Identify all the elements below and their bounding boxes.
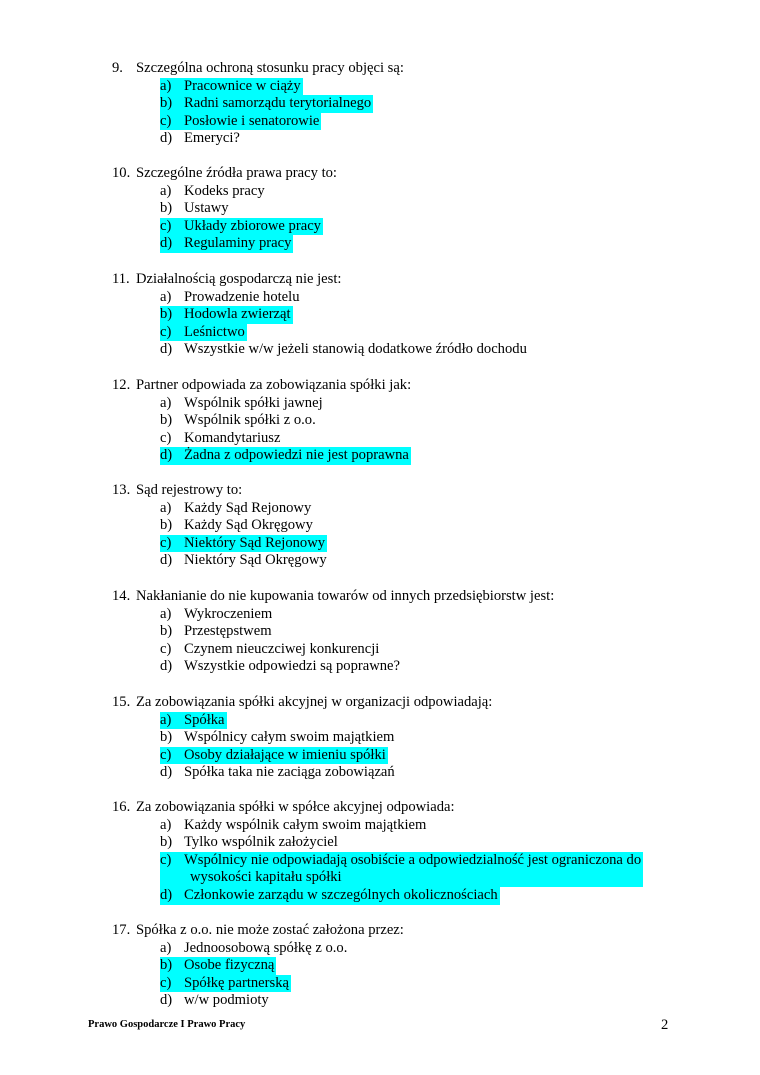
question-16 xyxy=(112,799,712,905)
answer-option: d) w/w podmioty xyxy=(160,992,269,1009)
answer-option: c) Posłowie i senatorowie xyxy=(160,112,320,129)
answer-option: c) Wspólnicy nie odpowiadają osobiście a odpowiedzialność jest ograniczona do wysokości kapitału spółki xyxy=(160,851,642,886)
question-text: 13. Sąd rejestrowy to: xyxy=(112,482,243,498)
question-text: 14. Nakłanianie do nie kupowania towarów od innych przedsiębiorstw jest: xyxy=(112,588,555,604)
question-text: 11. Działalnością gospodarczą nie jest: xyxy=(112,271,342,287)
question-text: 9. Szczególna ochroną stosunku pracy objęci są: xyxy=(112,60,404,76)
answer-option: d) Regulaminy pracy xyxy=(160,235,292,252)
answer-option: a) Pracownice w ciąży xyxy=(160,77,301,94)
question-text: 10. Szczególne źródła prawa pracy to: xyxy=(112,165,337,181)
answer-option: c) Leśnictwo xyxy=(160,323,245,340)
answer-option: d) Żadna z odpowiedzi nie jest poprawna xyxy=(160,447,409,464)
answer-option: b) Wspólnicy całym swoim majątkiem xyxy=(160,729,395,746)
question-9 xyxy=(112,60,712,148)
answer-option: b) Osobe fizyczną xyxy=(160,957,275,974)
answer-option: d) Spółka taka nie zaciąga zobowiązań xyxy=(160,764,395,781)
page-number: 2 xyxy=(661,1017,669,1033)
question-text: 16. Za zobowiązania spółki w spółce akcyjnej odpowiada: xyxy=(112,799,455,815)
answer-option: b) Ustawy xyxy=(160,200,229,217)
answer-option: c) Niektóry Sąd Rejonowy xyxy=(160,534,326,551)
question-11 xyxy=(112,271,712,359)
answer-option: a) Jednoosobową spółkę z o.o. xyxy=(160,939,348,956)
answer-option: d) Emeryci? xyxy=(160,130,240,147)
answer-option: a) Każdy Sąd Rejonowy xyxy=(160,499,312,516)
answer-option: d) Niektóry Sąd Okręgowy xyxy=(160,552,327,569)
answer-option: b) Przestępstwem xyxy=(160,623,272,640)
answer-option: b) Radni samorządu terytorialnego xyxy=(160,95,372,112)
answer-option: d) Wszystkie w/w jeżeli stanowią dodatkowe źródło dochodu xyxy=(160,341,527,358)
answer-option: a) Kodeks pracy xyxy=(160,182,265,199)
question-text: 12. Partner odpowiada za zobowiązania spółki jak: xyxy=(112,377,412,393)
answer-option: a) Prowadzenie hotelu xyxy=(160,288,300,305)
question-10 xyxy=(112,165,712,253)
answer-option: a) Wspólnik spółki jawnej xyxy=(160,394,323,411)
footer-title: Prawo Gospodarcze I Prawo Pracy xyxy=(88,1019,246,1030)
answer-option: d) Członkowie zarządu w szczególnych okolicznościach xyxy=(160,886,498,903)
question-17 xyxy=(112,922,712,1010)
question-text: 17. Spółka z o.o. nie może zostać założona przez: xyxy=(112,922,404,938)
answer-option: a) Spółka xyxy=(160,711,225,728)
answer-option: c) Spółkę partnerską xyxy=(160,974,289,991)
answer-option: b) Wspólnik spółki z o.o. xyxy=(160,412,316,429)
answer-option: b) Hodowla zwierząt xyxy=(160,306,291,323)
answer-option: d) Wszystkie odpowiedzi są poprawne? xyxy=(160,658,400,675)
answer-option: c) Osoby działające w imieniu spółki xyxy=(160,746,386,763)
question-14 xyxy=(112,588,712,676)
question-12 xyxy=(112,377,712,465)
question-text: 15. Za zobowiązania spółki akcyjnej w organizacji odpowiadają: xyxy=(112,694,493,710)
answer-option: b) Tylko wspólnik założyciel xyxy=(160,834,338,851)
question-15 xyxy=(112,694,712,782)
answer-option: c) Czynem nieuczciwej konkurencji xyxy=(160,640,380,657)
answer-option: b) Każdy Sąd Okręgowy xyxy=(160,517,313,534)
answer-option: c) Komandytariusz xyxy=(160,429,281,446)
question-13 xyxy=(112,482,712,570)
answer-option: a) Każdy wspólnik całym swoim majątkiem xyxy=(160,816,427,833)
answer-option: a) Wykroczeniem xyxy=(160,605,273,622)
answer-option: c) Układy zbiorowe pracy xyxy=(160,217,321,234)
